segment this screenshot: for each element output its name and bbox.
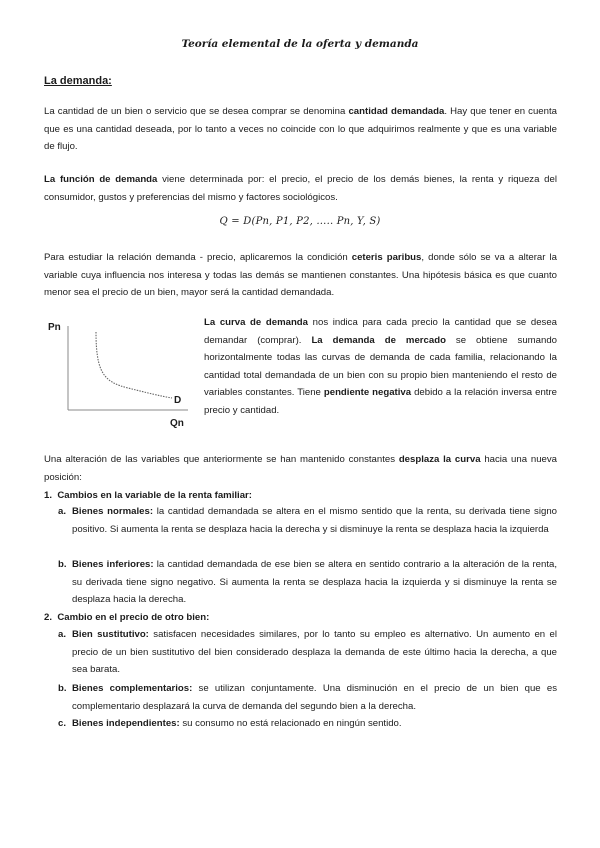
sublist-item-bien-sustitutivo [58,626,557,679]
demand-curve [96,332,172,398]
p1-text: La cantidad de un bien o servicio que se desea comprar se denomina [44,106,349,117]
side-text-3: debido a la relación inversa entre precio y cantidad. [204,387,557,416]
p2-text: viene determinada por: el precio, el precio de los demás bienes, la renta y riqueza del consumidor, gustos y preferencias del mismo y factores sociológicos. [44,174,557,203]
p4-text: Una alteración de las variables que anteriormente se han mantenido constantes [44,454,399,465]
sublist-marker: b. [58,559,67,570]
sublist-marker: a. [58,506,67,517]
list-item-precio-otro-bien [44,612,209,623]
list-item-label: Cambio en el precio de otro bien: [57,612,210,623]
side-text-1: nos indica para cada precio la cantidad que se desea demandar (comprar). [204,317,558,346]
p2-bold: La función de demanda [44,174,158,185]
sublist-bold: Bienes inferiores: [72,559,154,570]
paragraph-desplaza-curva [44,451,557,486]
sublist-marker: b. [58,683,67,694]
sublist-text: se utilizan conjuntamente. Una disminución en el precio de un bien que es complementario desplazará la curva de demanda del segundo bien a la derecha. [72,683,557,712]
list-item-renta [44,490,252,501]
list-item-label: Cambios en la variable de la renta familiar: [57,490,252,501]
list-number: 1. [44,490,53,501]
sublist-item-bienes-normales [58,503,557,538]
sublist-item-bienes-independientes [58,715,557,733]
paragraph-ceteris-paribus [44,249,557,302]
p1-bold: cantidad demandada [348,106,445,117]
sublist-marker: c. [58,718,67,729]
side-bold-1: La curva de demanda [204,317,309,328]
graph-y-axis-label: Pn [48,322,61,333]
sublist-bold: Bienes complementarios: [72,683,193,694]
p3-text-end: , donde sólo se va a alterar la variable cuya influencia nos interesa y todas las demás se mantienen constantes. Una hipótesis básica es que cuanto menor sea el precio de un bien, mayor será la cantidad demandada. [44,252,557,298]
document-title: Teoría elemental de la oferta y demanda [181,38,419,50]
sublist-item-bienes-inferiores [58,556,557,609]
sublist-text: satisfacen necesidades similares, por lo tanto su empleo es alternativo. Un aumento en el precio de un bien sustitutivo del bien considerado desplaza la demanda de este último hacia la derecha, a que sea barata. [72,629,558,675]
graph-curve-label: D [174,395,182,406]
graph-x-axis-label: Qn [170,418,184,429]
side-bold-3: pendiente negativa [323,387,412,398]
p4-bold: desplaza la curva [398,454,481,465]
paragraph-curva-demanda [204,314,557,419]
p1-text-end: . Hay que tener en cuenta que es una cantidad deseada, por lo tanto a veces no coincide con lo que adquirimos realmente y que es una variable de flujo. [44,106,557,152]
p4-text-end: hacia una nueva posición: [44,454,557,483]
side-text-2: se obtiene sumando horizontalmente todas las curvas de demanda de cada familia, relacionando la cantidad total demandada de un bien con su propio bien manteniendo el resto de variables constantes. Tiene [204,334,557,398]
section-heading-demanda: La demanda: [44,75,112,87]
p3-bold: ceteris paribus [351,252,422,263]
list-number: 2. [44,612,53,623]
sublist-marker: a. [58,629,67,640]
sublist-bold: Bien sustitutivo: [72,629,149,640]
sublist-text: la cantidad demandada se altera en el mismo sentido que la renta, su derivada tiene signo positivo. Si aumenta la renta se desplaza hacia la derecha y si disminuye la renta se desplaza hacia la izquierda [72,506,557,535]
demand-curve-graph [48,318,198,430]
sublist-bold: Bienes independientes: [72,718,180,729]
sublist-bold: Bienes normales: [72,506,154,517]
graph-svg [48,318,198,430]
sublist-item-bienes-complementarios [58,680,557,715]
sublist-text: su consumo no está relacionado en ningún sentido. [179,718,402,729]
paragraph-cantidad-demandada [44,103,557,156]
demand-formula: Q = D(Pn, P1, P2, ….. Pn, Y, S) [219,216,381,227]
sublist-text: la cantidad demandada de ese bien se altera en sentido contrario a la alteración de la renta, su derivada tiene signo negativo. Si aumenta la renta se desplaza hacia la izquierda y si disminuye la renta se desplaza hacia la derecha. [72,559,558,605]
side-bold-2: La demanda de mercado [311,334,446,346]
paragraph-funcion-demanda [44,171,557,206]
p3-text: Para estudiar la relación demanda - precio, aplicaremos la condición [44,252,352,263]
